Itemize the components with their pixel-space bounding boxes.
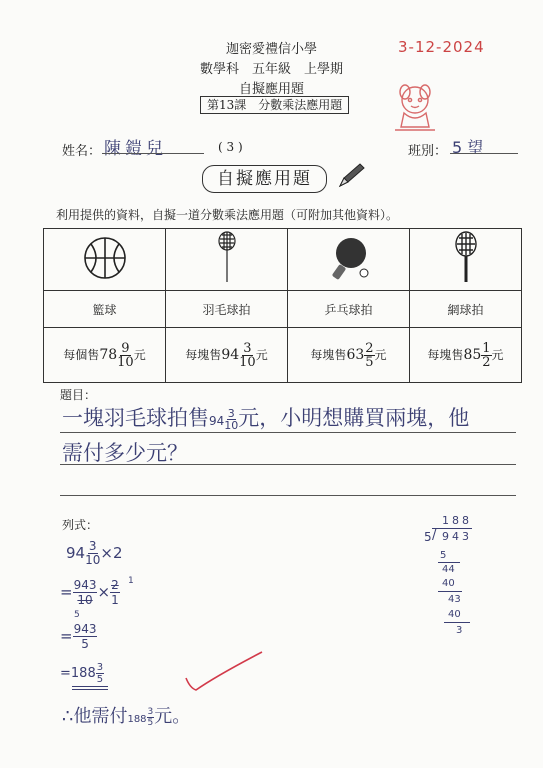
division-bracket: / — [432, 528, 437, 543]
basketball-icon — [82, 235, 128, 281]
step-numerator: 2 — [111, 578, 119, 592]
question-text: 一塊羽毛球拍售 — [62, 406, 209, 430]
division-row: 43 — [448, 594, 461, 605]
item-icon-cell — [288, 229, 410, 291]
price-whole: 78 — [99, 346, 118, 363]
student-number: ( 3 ) — [218, 140, 243, 154]
step-fraction — [110, 578, 120, 607]
question-line-1 — [62, 402, 469, 432]
items-table — [43, 228, 522, 383]
price-unit: 每塊售 — [310, 347, 347, 362]
lesson-box — [200, 94, 349, 113]
answer-text: 元。 — [154, 706, 191, 727]
price-fraction — [239, 342, 256, 369]
step-whole: 188 — [70, 666, 96, 681]
question-line-2: 需付多少元？ — [62, 441, 188, 465]
step-fraction — [96, 662, 104, 685]
step-denominator: 1 — [111, 593, 119, 607]
step-fraction — [73, 622, 98, 651]
division-quotient: 188 — [442, 514, 472, 527]
lesson-title: 第13課 分數乘法應用題 — [200, 96, 349, 114]
answer-text: ∴他需付 — [62, 706, 128, 727]
working-step-3: = $\frac{943}{5}$ — [60, 622, 97, 651]
step-numerator: 943 — [73, 622, 97, 636]
check-mark-icon — [180, 648, 270, 698]
division-dividend: 943 — [442, 530, 472, 543]
price-numerator: 2 — [365, 340, 374, 356]
step-denominator: 10 — [77, 593, 93, 607]
price-denominator: 10 — [117, 354, 134, 370]
step-operator: ×2 — [100, 544, 123, 562]
working-step-4: =188 $\frac{3}{5}$ — [60, 662, 104, 685]
question-price-fraction — [224, 408, 238, 431]
step-denominator: 5 — [81, 637, 89, 651]
question-price-whole: 94 — [209, 414, 225, 428]
activity-title: 自擬應用題 — [202, 165, 327, 193]
reduced-numerator: 1 — [128, 576, 134, 586]
reduced-denominator: 5 — [74, 610, 80, 620]
price-denominator: 10 — [239, 354, 256, 370]
item-price — [44, 328, 166, 383]
item-name: 網球拍 — [410, 291, 522, 328]
price-whole: 94 — [221, 346, 240, 363]
division-remainder: 3 — [456, 625, 463, 636]
item-icon-cell — [410, 229, 522, 291]
division-divisor: 5 — [424, 530, 432, 544]
price-currency: 元 — [133, 347, 146, 362]
item-icon-cell — [166, 229, 288, 291]
division-row: 40 — [448, 609, 461, 620]
step-fraction — [73, 578, 98, 607]
item-name: 籃球 — [44, 291, 166, 328]
division-row: 40 — [442, 578, 455, 589]
step-whole: 94 — [66, 544, 86, 562]
price-unit: 每塊售 — [185, 347, 222, 362]
step-numerator: 3 — [88, 539, 97, 553]
reward-stamp-icon — [385, 76, 445, 136]
item-icon-cell — [44, 229, 166, 291]
division-row: 44 — [442, 564, 455, 575]
price-numerator: 3 — [243, 340, 252, 356]
class-value: 5 望 — [452, 138, 484, 157]
price-currency: 元 — [491, 347, 504, 362]
instruction: 利用提供的資料，自擬一道分數乘法應用題（可附加其他資料）。 — [56, 208, 399, 222]
price-currency: 元 — [255, 347, 268, 362]
price-numerator: 9 — [121, 340, 130, 356]
price-fraction — [117, 342, 134, 369]
working-step-2: = $\frac{943}{10}$ × $\frac{2}{1}$ — [60, 578, 119, 607]
price-numerator: 1 — [482, 340, 491, 356]
price-denominator: 2 — [482, 354, 491, 370]
answer-numerator: 3 — [147, 706, 154, 717]
item-name: 乒乓球拍 — [288, 291, 410, 328]
working-step-1 — [66, 540, 123, 567]
question-text: 元，小明想購買兩塊，他 — [238, 406, 470, 430]
name-label: 姓名： — [62, 144, 102, 159]
class-label: 班別： — [408, 144, 448, 159]
price-unit: 每個售 — [63, 347, 100, 362]
step-denominator: 5 — [96, 674, 104, 685]
price-fraction — [364, 342, 374, 369]
working-label: 列式： — [62, 518, 99, 532]
activity-title-box — [202, 164, 327, 189]
price-unit: 每塊售 — [427, 347, 464, 362]
price-denominator: 5 — [365, 354, 374, 370]
badminton-racket-icon — [212, 230, 242, 286]
pencil-icon — [336, 160, 366, 190]
item-price — [410, 328, 522, 383]
step-fraction — [85, 540, 100, 567]
subject-line: 數學科 五年級 上學期 — [199, 62, 343, 77]
step-denominator: 10 — [85, 553, 101, 567]
table-tennis-paddle-icon — [326, 233, 372, 283]
price-currency: 元 — [374, 347, 387, 362]
price-whole: 63 — [346, 346, 365, 363]
price-whole: 85 — [463, 346, 482, 363]
answer-denominator: 5 — [147, 717, 154, 728]
item-price — [288, 328, 410, 383]
worksheet-title: 自擬應用題 — [238, 82, 304, 97]
answer-whole: 188 — [127, 714, 147, 725]
step-numerator: 3 — [96, 662, 104, 673]
question-label: 題目： — [60, 388, 97, 402]
date: 3-12-2024 — [398, 38, 485, 56]
answer-statement — [62, 702, 190, 728]
question-price-denominator: 10 — [224, 418, 239, 432]
question-price-numerator: 3 — [227, 406, 235, 420]
item-name: 羽毛球拍 — [166, 291, 288, 328]
division-row: 5 — [440, 550, 447, 561]
price-fraction — [481, 342, 491, 369]
item-price — [166, 328, 288, 383]
school-name: 迦密愛禮信小學 — [225, 42, 317, 57]
student-name: 陳鎧兒 — [104, 139, 167, 159]
tennis-racket-icon — [451, 230, 481, 286]
step-numerator: 943 — [73, 578, 97, 592]
